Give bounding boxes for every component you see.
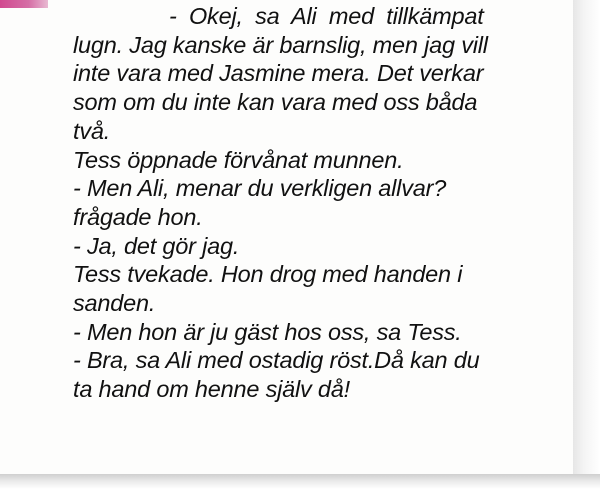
text-line: två.	[73, 117, 111, 144]
text-line: ta hand om henne själv då!	[73, 376, 350, 403]
page-edge-bottom	[0, 474, 600, 489]
text-line: - Bra, sa Ali med ostadig röst.Då kan du	[73, 347, 480, 374]
text-line: - Men Ali, menar du verkligen allvar?	[73, 175, 447, 202]
text-line: sanden.	[73, 290, 156, 317]
text-line: inte vara med Jasmine mera. Det verkar	[73, 60, 484, 87]
page-edge-right	[573, 0, 600, 489]
text-line: - Ja, det gör jag.	[73, 232, 240, 259]
pink-corner-accent	[0, 0, 48, 8]
story-text	[73, 2, 533, 404]
text-line: lugn. Jag kanske är barnslig, men jag vill	[73, 31, 488, 58]
text-line: Tess tvekade. Hon drog med handen i	[73, 261, 463, 288]
text-line: Tess öppnade förvånat munnen.	[73, 146, 404, 173]
text-line: som om du inte kan vara med oss båda	[73, 89, 478, 116]
text-line: - Okej, sa Ali med tillkämpat	[169, 3, 484, 29]
text-line: - Men hon är ju gäst hos oss, sa Tess.	[73, 318, 462, 345]
text-line: frågade hon.	[73, 203, 203, 230]
